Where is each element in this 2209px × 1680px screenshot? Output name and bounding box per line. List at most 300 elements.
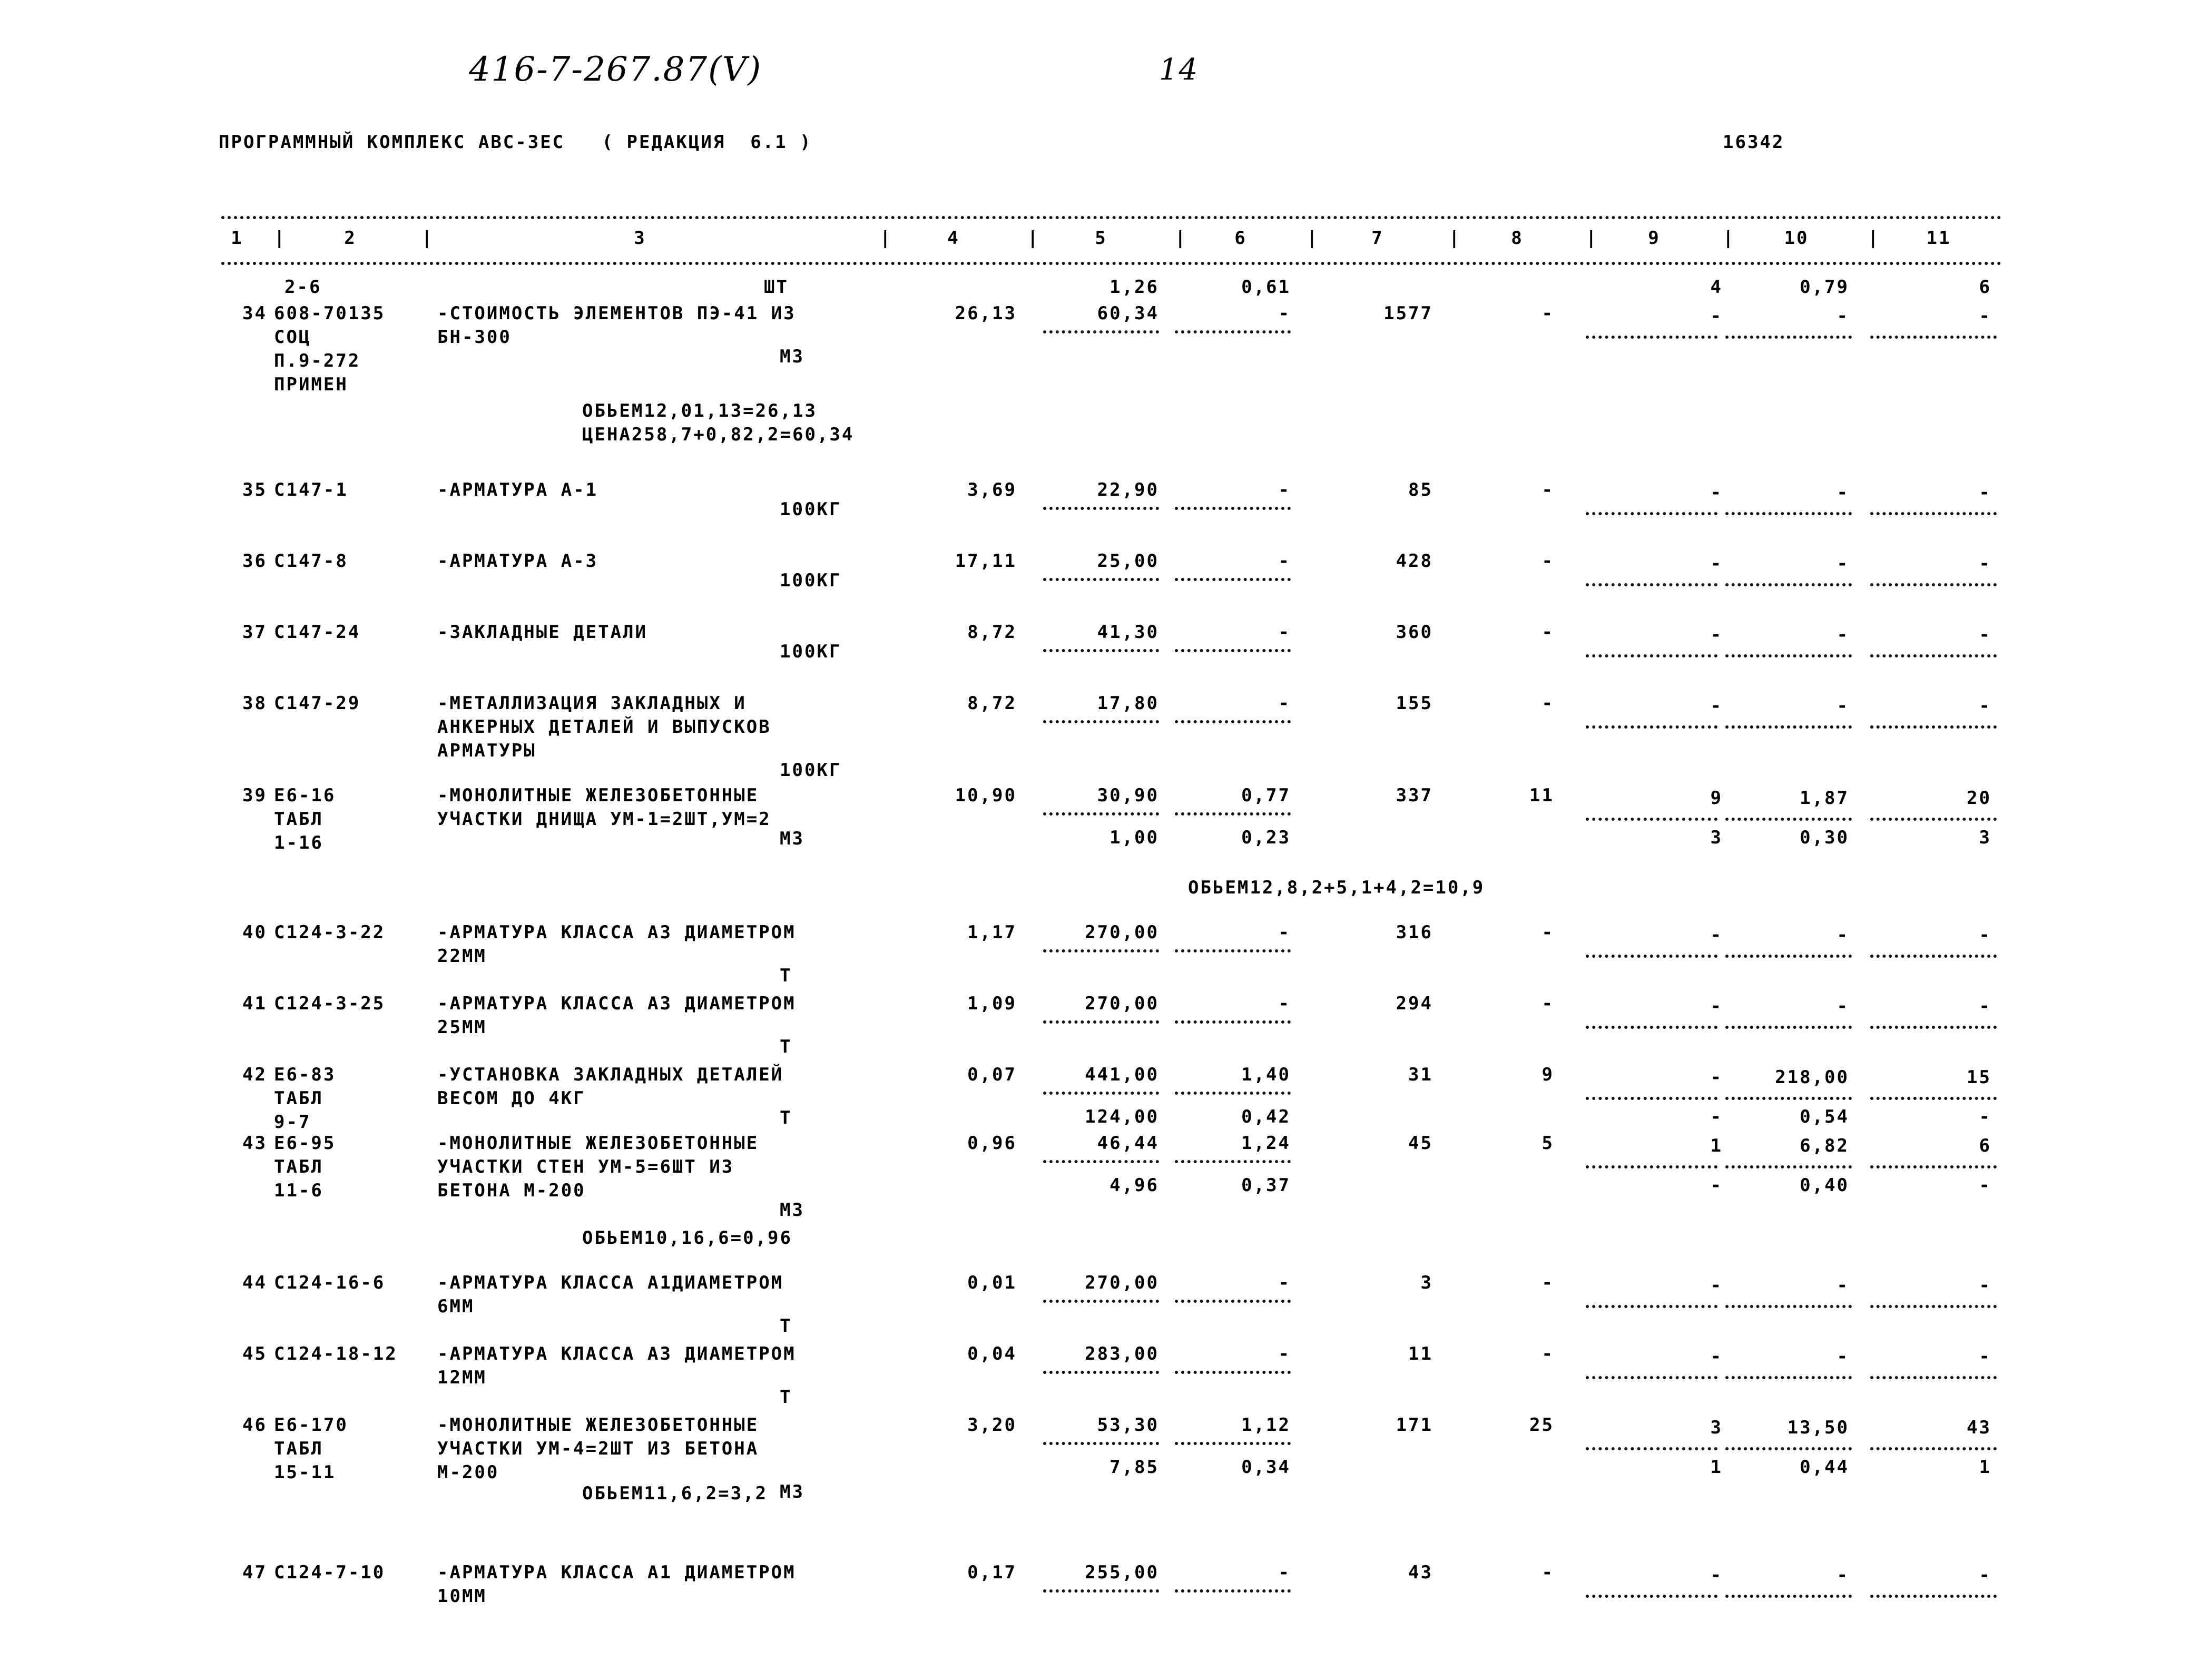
entry-34-wages: - bbox=[1278, 303, 1291, 324]
entry-43-sub-col11: - bbox=[1979, 1175, 1991, 1196]
entry-43-col11: 6 bbox=[1979, 1135, 1991, 1156]
entry-47-description: 10ММ bbox=[437, 1586, 487, 1607]
entry-35-col10: - bbox=[1837, 482, 1849, 503]
entry-39-wages: 0,77 bbox=[1241, 785, 1291, 806]
entry-42-col9: - bbox=[1710, 1067, 1723, 1088]
entry-40-total: 316 bbox=[1396, 922, 1433, 943]
entry-36-col9: - bbox=[1710, 553, 1723, 574]
entry-42-col10: 218,00 bbox=[1775, 1067, 1849, 1088]
entry-41-quantity: 1,09 bbox=[967, 993, 1017, 1014]
entry-43-rule bbox=[1870, 1165, 1997, 1168]
entry-39-sub-wages: 0,23 bbox=[1241, 827, 1291, 848]
entry-40-col10: - bbox=[1837, 925, 1849, 946]
entry-39-quantity: 10,90 bbox=[955, 785, 1017, 806]
entry-34-col9: - bbox=[1710, 306, 1723, 327]
entry-39-rule bbox=[1870, 818, 1997, 821]
entry-38-col10: - bbox=[1837, 695, 1849, 716]
entry-36-number: 36 bbox=[242, 551, 267, 572]
entry-38-unit-price: 17,80 bbox=[1097, 693, 1159, 714]
entry-41-unit-price: 270,00 bbox=[1085, 993, 1159, 1014]
entry-46-description: УЧАСТКИ УМ-4=2ШТ ИЗ БЕТОНА bbox=[437, 1438, 759, 1459]
column-number-1: 1 bbox=[231, 228, 243, 249]
entry-43-wages: 1,24 bbox=[1241, 1133, 1291, 1154]
entry-35-code: С147-1 bbox=[274, 479, 348, 500]
entry-47-rule bbox=[1870, 1595, 1997, 1598]
entry-40-rule bbox=[1175, 949, 1291, 952]
entry-38-quantity: 8,72 bbox=[967, 693, 1017, 714]
entry-35-description: -АРМАТУРА А-1 bbox=[437, 479, 598, 500]
entry-36-col8: - bbox=[1542, 551, 1554, 572]
entry-42-rule bbox=[1586, 1097, 1717, 1100]
column-number-2: 2 bbox=[344, 228, 357, 249]
header-top-rule bbox=[221, 216, 2002, 219]
entry-34-description: БН-300 bbox=[437, 327, 512, 348]
entry-37-col10: - bbox=[1837, 624, 1849, 645]
entry-42-code: 9-7 bbox=[274, 1112, 311, 1133]
entry-46-rule bbox=[1175, 1442, 1291, 1445]
entry-39-col11: 20 bbox=[1967, 788, 1991, 809]
entry-44-col11: - bbox=[1979, 1275, 1991, 1296]
entry-34-rule bbox=[1043, 330, 1159, 333]
entry-42-rule bbox=[1725, 1097, 1852, 1100]
entry-46-rule bbox=[1870, 1447, 1997, 1450]
entry-42-col8: 9 bbox=[1542, 1064, 1554, 1085]
entry-41-rule bbox=[1725, 1026, 1852, 1029]
entry-42-col11: 15 bbox=[1967, 1067, 1991, 1088]
entry-42-description: ВЕСОМ ДО 4КГ bbox=[437, 1088, 586, 1109]
entry-38-col9: - bbox=[1710, 695, 1723, 716]
entry-47-col10: - bbox=[1837, 1565, 1849, 1586]
entry-36-unit: 100КГ bbox=[780, 570, 842, 591]
entry-40-rule bbox=[1725, 955, 1852, 958]
entry-34-calculation-note: ОБЬЕМ12,01,13=26,13 bbox=[582, 400, 817, 421]
entry-41-col8: - bbox=[1542, 993, 1554, 1014]
entry-46-calculation-note: ОБЬЕМ11,6,2=3,2 bbox=[582, 1483, 768, 1504]
entry-38-rule bbox=[1725, 725, 1852, 729]
entry-35-col11: - bbox=[1979, 482, 1991, 503]
entry-35-quantity: 3,69 bbox=[967, 479, 1017, 500]
entry-47-col9: - bbox=[1710, 1565, 1723, 1586]
entry-47-rule bbox=[1043, 1589, 1159, 1593]
entry-37-rule bbox=[1725, 654, 1852, 657]
entry-45-code: С124-18-12 bbox=[274, 1343, 398, 1364]
entry-44-description: -АРМАТУРА КЛАССА А1ДИАМЕТРОМ bbox=[437, 1272, 784, 1293]
entry-36-rule bbox=[1870, 583, 1997, 586]
entry-45-quantity: 0,04 bbox=[967, 1343, 1017, 1364]
entry-46-col11: 43 bbox=[1967, 1417, 1991, 1438]
entry-41-number: 41 bbox=[242, 993, 267, 1014]
entry-39-total: 337 bbox=[1396, 785, 1433, 806]
entry-40-description: 22ММ bbox=[437, 946, 487, 967]
entry-43-rule bbox=[1725, 1165, 1852, 1168]
entry-47-number: 47 bbox=[242, 1562, 267, 1583]
entry-43-rule bbox=[1586, 1165, 1717, 1168]
entry-34-number: 34 bbox=[242, 303, 267, 324]
column-divider: | bbox=[421, 228, 434, 249]
entry-43-sub-wages: 0,37 bbox=[1241, 1175, 1291, 1196]
entry-42-sub-col11: - bbox=[1979, 1106, 1991, 1127]
entry-43-total: 45 bbox=[1408, 1133, 1433, 1154]
entry-41-rule bbox=[1870, 1026, 1997, 1029]
entry-35-rule bbox=[1175, 507, 1291, 510]
entry-40-unit: Т bbox=[780, 965, 792, 986]
entry-41-unit: Т bbox=[780, 1036, 792, 1057]
entry-46-col9: 3 bbox=[1710, 1417, 1723, 1438]
entry-42-sub-wages: 0,42 bbox=[1241, 1106, 1291, 1127]
entry-39-unit-price: 30,90 bbox=[1097, 785, 1159, 806]
entry-44-description: 6ММ bbox=[437, 1296, 475, 1317]
pre-row-pay: 0,61 bbox=[1241, 277, 1291, 298]
entry-39-description: УЧАСТКИ ДНИЩА УМ-1=2ШТ,УМ=2 bbox=[437, 809, 771, 830]
entry-35-rule bbox=[1870, 512, 1997, 515]
entry-44-quantity: 0,01 bbox=[967, 1272, 1017, 1293]
entry-46-quantity: 3,20 bbox=[967, 1414, 1017, 1436]
entry-40-number: 40 bbox=[242, 922, 267, 943]
entry-42-code: ТАБЛ bbox=[274, 1088, 323, 1109]
entry-37-wages: - bbox=[1278, 622, 1291, 643]
entry-40-col8: - bbox=[1542, 922, 1554, 943]
column-number-6: 6 bbox=[1234, 228, 1247, 249]
entry-45-col11: - bbox=[1979, 1346, 1991, 1367]
entry-35-col9: - bbox=[1710, 482, 1723, 503]
entry-43-code: ТАБЛ bbox=[274, 1156, 323, 1177]
entry-46-col8: 25 bbox=[1529, 1414, 1554, 1436]
entry-35-rule bbox=[1586, 512, 1717, 515]
entry-46-code: 15-11 bbox=[274, 1462, 336, 1483]
entry-44-number: 44 bbox=[242, 1272, 267, 1293]
entry-37-rule bbox=[1870, 654, 1997, 657]
entry-39-col8: 11 bbox=[1529, 785, 1554, 806]
entry-35-number: 35 bbox=[242, 479, 267, 500]
entry-37-rule bbox=[1586, 654, 1717, 657]
column-divider: | bbox=[1723, 228, 1735, 249]
entry-44-unit-price: 270,00 bbox=[1085, 1272, 1159, 1293]
column-divider: | bbox=[1175, 228, 1187, 249]
entry-41-code: С124-3-25 bbox=[274, 993, 386, 1014]
entry-39-calculation-note: ОБЬЕМ12,8,2+5,1+4,2=10,9 bbox=[1188, 877, 1485, 898]
entry-43-number: 43 bbox=[242, 1133, 267, 1154]
entry-40-code: С124-3-22 bbox=[274, 922, 386, 943]
entry-39-rule bbox=[1725, 818, 1852, 821]
column-divider: | bbox=[1449, 228, 1461, 249]
entry-42-quantity: 0,07 bbox=[967, 1064, 1017, 1085]
entry-40-col9: - bbox=[1710, 925, 1723, 946]
entry-39-sub-col11: 3 bbox=[1979, 827, 1991, 848]
entry-45-col10: - bbox=[1837, 1346, 1849, 1367]
entry-45-col9: - bbox=[1710, 1346, 1723, 1367]
program-title: ПРОГРАММНЫЙ КОМПЛЕКС АВС-3ЕС ( РЕДАКЦИЯ 6.1 ) bbox=[219, 132, 812, 153]
entry-34-rule bbox=[1586, 336, 1717, 339]
entry-47-rule bbox=[1586, 1595, 1717, 1598]
entry-43-description: -МОНОЛИТНЫЕ ЖЕЛЕЗОБЕТОННЫЕ bbox=[437, 1133, 759, 1154]
entry-41-rule bbox=[1175, 1020, 1291, 1024]
entry-47-col8: - bbox=[1542, 1562, 1554, 1583]
entry-45-wages: - bbox=[1278, 1343, 1291, 1364]
entry-35-unit-price: 22,90 bbox=[1097, 479, 1159, 500]
entry-38-total: 155 bbox=[1396, 693, 1433, 714]
entry-37-total: 360 bbox=[1396, 622, 1433, 643]
entry-47-col11: - bbox=[1979, 1565, 1991, 1586]
entry-44-rule bbox=[1725, 1305, 1852, 1308]
entry-45-unit: Т bbox=[780, 1387, 792, 1408]
pre-row-price: 1,26 bbox=[1110, 277, 1159, 298]
entry-34-code: СОЦ bbox=[274, 327, 311, 348]
pre-row-c10: 0,79 bbox=[1800, 277, 1849, 298]
entry-38-rule bbox=[1175, 720, 1291, 723]
entry-46-sub-price: 7,85 bbox=[1110, 1457, 1159, 1478]
entry-34-col10: - bbox=[1837, 306, 1849, 327]
entry-34-quantity: 26,13 bbox=[955, 303, 1017, 324]
entry-39-code: Е6-16 bbox=[274, 785, 336, 806]
entry-43-code: 11-6 bbox=[274, 1180, 323, 1201]
entry-37-col11: - bbox=[1979, 624, 1991, 645]
entry-34-col8: - bbox=[1542, 303, 1554, 324]
entry-43-col9: 1 bbox=[1710, 1135, 1723, 1156]
entry-40-rule bbox=[1586, 955, 1717, 958]
entry-43-quantity: 0,96 bbox=[967, 1133, 1017, 1154]
entry-39-code: 1-16 bbox=[274, 832, 323, 853]
entry-35-col8: - bbox=[1542, 479, 1554, 500]
column-number-4: 4 bbox=[947, 228, 960, 249]
entry-39-col10: 1,87 bbox=[1800, 788, 1849, 809]
entry-39-rule bbox=[1586, 818, 1717, 821]
entry-41-col10: - bbox=[1837, 996, 1849, 1017]
entry-46-rule bbox=[1725, 1447, 1852, 1450]
entry-43-sub-col10: 0,40 bbox=[1800, 1175, 1849, 1196]
entry-41-description: -АРМАТУРА КЛАССА А3 ДИАМЕТРОМ bbox=[437, 993, 796, 1014]
entry-44-rule bbox=[1175, 1300, 1291, 1303]
entry-40-unit-price: 270,00 bbox=[1085, 922, 1159, 943]
entry-45-description: -АРМАТУРА КЛАССА А3 ДИАМЕТРОМ bbox=[437, 1343, 796, 1364]
entry-46-number: 46 bbox=[242, 1414, 267, 1436]
entry-47-description: -АРМАТУРА КЛАССА А1 ДИАМЕТРОМ bbox=[437, 1562, 796, 1583]
entry-45-rule bbox=[1870, 1376, 1997, 1379]
entry-46-total: 171 bbox=[1396, 1414, 1433, 1436]
entry-44-col8: - bbox=[1542, 1272, 1554, 1293]
entry-47-rule bbox=[1725, 1595, 1852, 1598]
entry-45-rule bbox=[1725, 1376, 1852, 1379]
entry-42-sub-col9: - bbox=[1710, 1106, 1723, 1127]
entry-41-total: 294 bbox=[1396, 993, 1433, 1014]
entry-39-description: -МОНОЛИТНЫЕ ЖЕЛЕЗОБЕТОННЫЕ bbox=[437, 785, 759, 806]
entry-38-rule bbox=[1043, 720, 1159, 723]
entry-46-description: М-200 bbox=[437, 1462, 499, 1483]
entry-45-col8: - bbox=[1542, 1343, 1554, 1364]
entry-47-rule bbox=[1175, 1589, 1291, 1593]
entry-45-rule bbox=[1043, 1371, 1159, 1374]
entry-44-unit: Т bbox=[780, 1315, 792, 1337]
entry-43-unit-price: 46,44 bbox=[1097, 1133, 1159, 1154]
entry-34-code: П.9-272 bbox=[274, 350, 361, 371]
column-number-11: 11 bbox=[1926, 228, 1951, 249]
entry-47-code: С124-7-10 bbox=[274, 1562, 386, 1583]
entry-37-rule bbox=[1175, 649, 1291, 652]
entry-36-rule bbox=[1725, 583, 1852, 586]
document-number: 16342 bbox=[1723, 132, 1785, 153]
entry-46-code: Е6-170 bbox=[274, 1414, 348, 1436]
entry-37-unit-price: 41,30 bbox=[1097, 622, 1159, 643]
entry-36-rule bbox=[1175, 578, 1291, 581]
entry-35-unit: 100КГ bbox=[780, 499, 842, 520]
entry-36-description: -АРМАТУРА А-3 bbox=[437, 551, 598, 572]
entry-46-wages: 1,12 bbox=[1241, 1414, 1291, 1436]
entry-44-rule bbox=[1870, 1305, 1997, 1308]
entry-36-rule bbox=[1586, 583, 1717, 586]
entry-46-sub-col11: 1 bbox=[1979, 1457, 1991, 1478]
entry-34-code: 608-70135 bbox=[274, 303, 386, 324]
entry-43-calculation-note: ОБЬЕМ10,16,6=0,96 bbox=[582, 1227, 792, 1249]
entry-34-unit-price: 60,34 bbox=[1097, 303, 1159, 324]
entry-36-col10: - bbox=[1837, 553, 1849, 574]
entry-46-col10: 13,50 bbox=[1787, 1417, 1849, 1438]
column-divider: | bbox=[1027, 228, 1040, 249]
entry-35-wages: - bbox=[1278, 479, 1291, 500]
entry-38-wages: - bbox=[1278, 693, 1291, 714]
entry-44-rule bbox=[1043, 1300, 1159, 1303]
entry-37-code: С147-24 bbox=[274, 622, 361, 643]
entry-43-unit: М3 bbox=[780, 1200, 804, 1221]
entry-43-rule bbox=[1043, 1160, 1159, 1163]
pre-row-c9: 4 bbox=[1710, 277, 1723, 298]
entry-42-wages: 1,40 bbox=[1241, 1064, 1291, 1085]
entry-37-unit: 100КГ bbox=[780, 641, 842, 662]
entry-34-total: 1577 bbox=[1383, 303, 1433, 324]
entry-45-description: 12ММ bbox=[437, 1367, 487, 1388]
entry-34-calculation-note: ЦЕНА258,7+0,82,2=60,34 bbox=[582, 424, 855, 445]
entry-36-code: С147-8 bbox=[274, 551, 348, 572]
entry-46-code: ТАБЛ bbox=[274, 1438, 323, 1459]
handwritten-page-number: 14 bbox=[1159, 53, 1199, 87]
entry-34-col11: - bbox=[1979, 306, 1991, 327]
entry-36-rule bbox=[1043, 578, 1159, 581]
entry-34-unit: М3 bbox=[780, 346, 804, 367]
entry-39-code: ТАБЛ bbox=[274, 809, 323, 830]
entry-42-description: -УСТАНОВКА ЗАКЛАДНЫХ ДЕТАЛЕЙ bbox=[437, 1064, 784, 1085]
entry-39-rule bbox=[1175, 812, 1291, 816]
entry-39-sub-col9: 3 bbox=[1710, 827, 1723, 848]
entry-36-wages: - bbox=[1278, 551, 1291, 572]
handwritten-project-code: 416-7-267.87(V) bbox=[469, 50, 762, 89]
entry-44-wages: - bbox=[1278, 1272, 1291, 1293]
entry-37-col8: - bbox=[1542, 622, 1554, 643]
entry-47-unit-price: 255,00 bbox=[1085, 1562, 1159, 1583]
column-divider: | bbox=[1868, 228, 1880, 249]
entry-45-total: 11 bbox=[1408, 1343, 1433, 1364]
entry-34-code: ПРИМЕН bbox=[274, 374, 348, 395]
entry-42-code: Е6-83 bbox=[274, 1064, 336, 1085]
column-number-3: 3 bbox=[634, 228, 646, 249]
entry-37-number: 37 bbox=[242, 622, 267, 643]
entry-43-sub-col9: - bbox=[1710, 1175, 1723, 1196]
header-bottom-rule bbox=[221, 262, 2002, 265]
entry-41-description: 25ММ bbox=[437, 1017, 487, 1038]
entry-39-sub-price: 1,00 bbox=[1110, 827, 1159, 848]
entry-34-rule bbox=[1725, 336, 1852, 339]
entry-47-quantity: 0,17 bbox=[967, 1562, 1017, 1583]
column-divider: | bbox=[880, 228, 892, 249]
entry-44-code: С124-16-6 bbox=[274, 1272, 386, 1293]
pre-row-c11: 6 bbox=[1979, 277, 1991, 298]
entry-43-code: Е6-95 bbox=[274, 1133, 336, 1154]
entry-43-col10: 6,82 bbox=[1800, 1135, 1849, 1156]
entry-35-rule bbox=[1043, 507, 1159, 510]
entry-39-unit: М3 bbox=[780, 828, 804, 849]
entry-46-unit-price: 53,30 bbox=[1097, 1414, 1159, 1436]
entry-46-unit: М3 bbox=[780, 1481, 804, 1502]
entry-42-unit-price: 441,00 bbox=[1085, 1064, 1159, 1085]
entry-39-number: 39 bbox=[242, 785, 267, 806]
entry-42-rule bbox=[1175, 1092, 1291, 1095]
entry-36-total: 428 bbox=[1396, 551, 1433, 572]
column-number-9: 9 bbox=[1648, 228, 1661, 249]
entry-42-rule bbox=[1870, 1097, 1997, 1100]
entry-35-total: 85 bbox=[1408, 479, 1433, 500]
entry-40-quantity: 1,17 bbox=[967, 922, 1017, 943]
entry-41-rule bbox=[1586, 1026, 1717, 1029]
entry-43-sub-price: 4,96 bbox=[1110, 1175, 1159, 1196]
entry-40-description: -АРМАТУРА КЛАССА А3 ДИАМЕТРОМ bbox=[437, 922, 796, 943]
entry-39-col9: 9 bbox=[1710, 788, 1723, 809]
entry-38-rule bbox=[1870, 725, 1997, 729]
pre-row-unit: ШТ bbox=[764, 277, 789, 298]
entry-40-rule bbox=[1870, 955, 1997, 958]
entry-37-rule bbox=[1043, 649, 1159, 652]
entry-41-rule bbox=[1043, 1020, 1159, 1024]
entry-41-wages: - bbox=[1278, 993, 1291, 1014]
column-number-7: 7 bbox=[1371, 228, 1384, 249]
entry-46-sub-wages: 0,34 bbox=[1241, 1457, 1291, 1478]
entry-38-description: АНКЕРНЫХ ДЕТАЛЕЙ И ВЫПУСКОВ bbox=[437, 716, 771, 738]
entry-46-rule bbox=[1043, 1442, 1159, 1445]
entry-39-rule bbox=[1043, 812, 1159, 816]
entry-39-sub-col10: 0,30 bbox=[1800, 827, 1849, 848]
column-divider: | bbox=[1307, 228, 1319, 249]
entry-42-sub-price: 124,00 bbox=[1085, 1106, 1159, 1127]
entry-38-number: 38 bbox=[242, 693, 267, 714]
entry-34-description: -СТОИМОСТЬ ЭЛЕМЕНТОВ ПЭ-41 ИЗ bbox=[437, 303, 796, 324]
entry-44-col9: - bbox=[1710, 1275, 1723, 1296]
entry-41-col9: - bbox=[1710, 996, 1723, 1017]
entry-43-col8: 5 bbox=[1542, 1133, 1554, 1154]
entry-40-rule bbox=[1043, 949, 1159, 952]
entry-43-description: УЧАСТКИ СТЕН УМ-5=6ШТ ИЗ bbox=[437, 1156, 734, 1177]
entry-46-sub-col9: 1 bbox=[1710, 1457, 1723, 1478]
entry-38-col11: - bbox=[1979, 695, 1991, 716]
entry-42-unit: Т bbox=[780, 1107, 792, 1128]
entry-38-code: С147-29 bbox=[274, 693, 361, 714]
entry-42-number: 42 bbox=[242, 1064, 267, 1085]
entry-35-rule bbox=[1725, 512, 1852, 515]
pre-row-number: 2-6 bbox=[284, 277, 322, 298]
entry-42-sub-col10: 0,54 bbox=[1800, 1106, 1849, 1127]
entry-36-unit-price: 25,00 bbox=[1097, 551, 1159, 572]
entry-45-unit-price: 283,00 bbox=[1085, 1343, 1159, 1364]
entry-38-unit: 100КГ bbox=[780, 760, 842, 781]
entry-37-col9: - bbox=[1710, 624, 1723, 645]
entry-46-rule bbox=[1586, 1447, 1717, 1450]
entry-40-wages: - bbox=[1278, 922, 1291, 943]
entry-34-rule bbox=[1175, 330, 1291, 333]
entry-38-description: -МЕТАЛЛИЗАЦИЯ ЗАКЛАДНЫХ И bbox=[437, 693, 747, 714]
column-number-8: 8 bbox=[1511, 228, 1524, 249]
entry-38-description: АРМАТУРЫ bbox=[437, 740, 536, 761]
entry-46-description: -МОНОЛИТНЫЕ ЖЕЛЕЗОБЕТОННЫЕ bbox=[437, 1414, 759, 1436]
entry-42-total: 31 bbox=[1408, 1064, 1433, 1085]
entry-43-description: БЕТОНА М-200 bbox=[437, 1180, 586, 1201]
entry-45-rule bbox=[1175, 1371, 1291, 1374]
entry-40-col11: - bbox=[1979, 925, 1991, 946]
column-number-5: 5 bbox=[1095, 228, 1107, 249]
